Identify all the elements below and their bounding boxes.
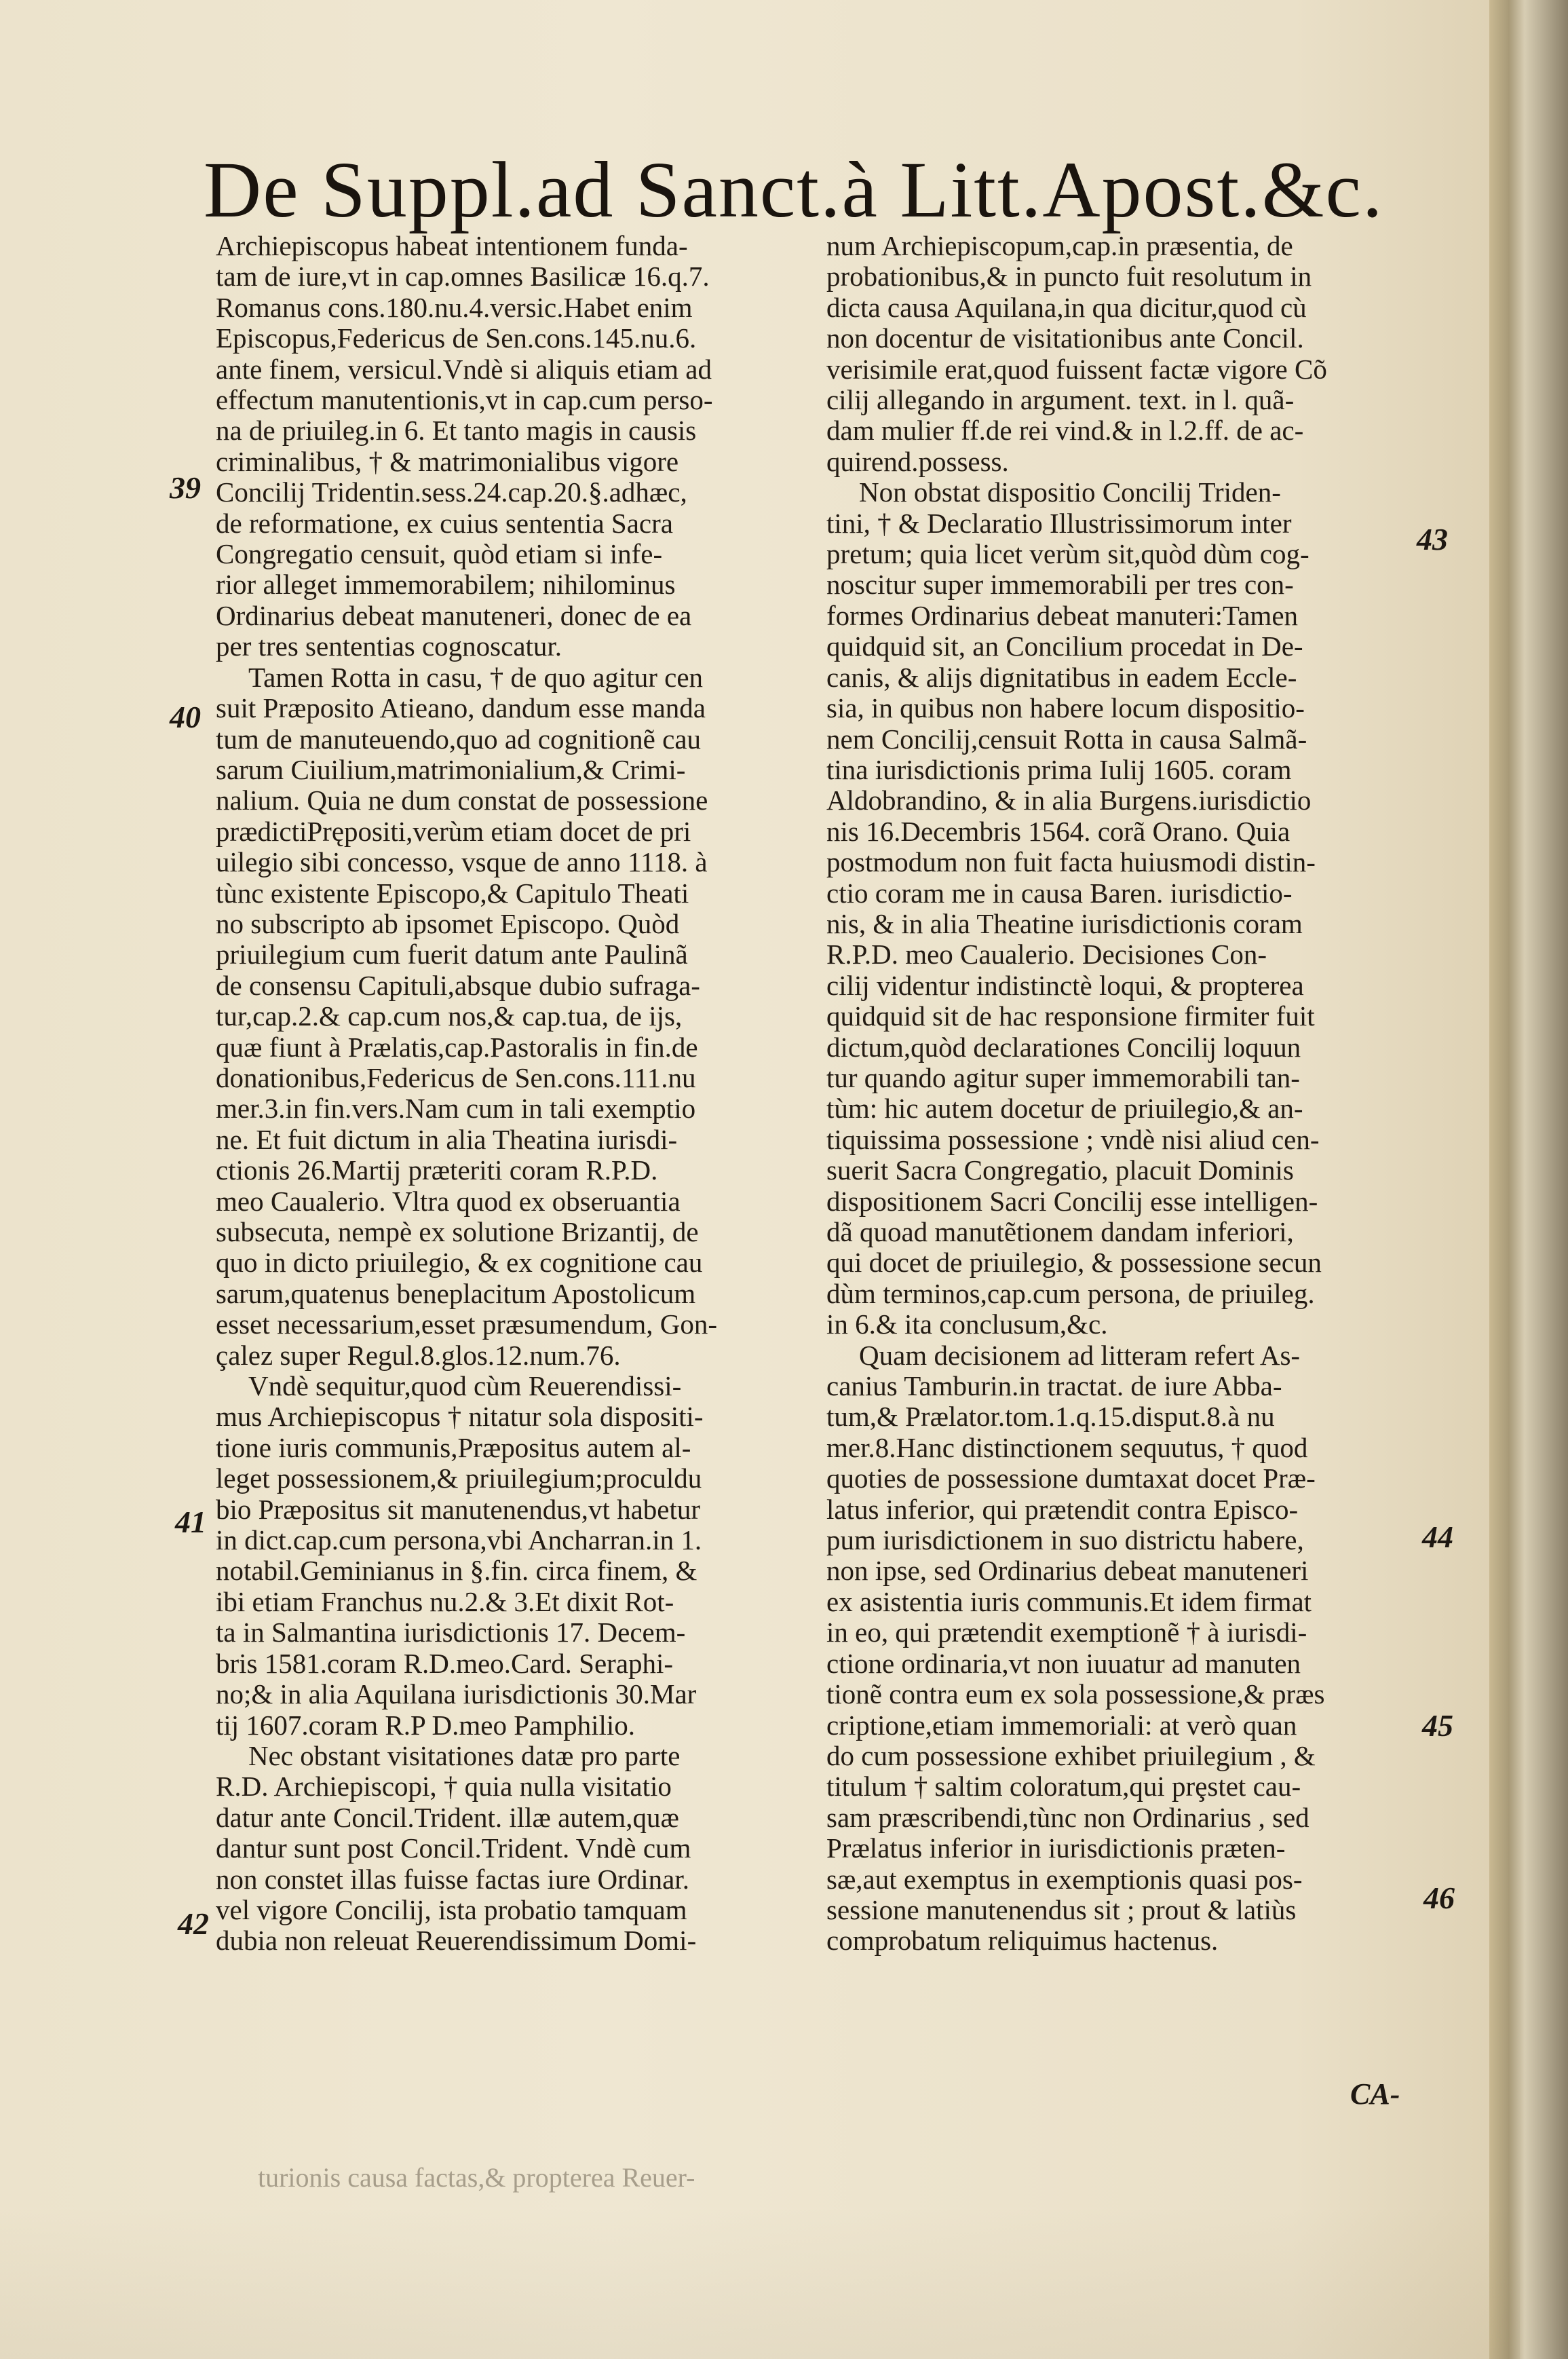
text-line: nem Concilij,censuit Rotta in causa Salmã- <box>826 723 1307 755</box>
text-line: tam de iure,vt in cap.omnes Basilicæ 16.q.7. <box>216 261 710 292</box>
text-line: tij 1607.coram R.P D.meo Pamphilio. <box>216 1709 636 1741</box>
text-line: mus Archiepiscopus † nitatur sola dispositi- <box>216 1401 704 1433</box>
text-line: quidquid sit de hac responsione firmiter fuit <box>826 1000 1315 1032</box>
text-line: R.P.D. meo Caualerio. Decisiones Con- <box>826 939 1267 970</box>
text-line: tionẽ contra eum ex sola possessione,& præs <box>826 1678 1325 1710</box>
text-line: Archiepiscopus habeat intentionem funda- <box>216 230 688 261</box>
text-line: dispositionem Sacri Concilij esse intelligen- <box>826 1185 1318 1217</box>
text-line: criminalibus, † & matrimonialibus vigore <box>216 445 679 477</box>
text-line: no;& in alia Aquilana iurisdictionis 30.Mar <box>216 1678 697 1710</box>
text-line: nis 16.Decembris 1564. corã Orano. Quia <box>826 815 1290 847</box>
text-line: prædictiPrępositi,verùm etiam docet de pri <box>216 815 691 847</box>
catchword: CA- <box>1350 2077 1400 2111</box>
text-line: non docentur de visitationibus ante Concil. <box>826 322 1304 354</box>
text-line: bio Præpositus sit manutenendus,vt habetur <box>216 1493 701 1525</box>
text-line: mer.8.Hanc distinctionem sequutus, † quod <box>826 1431 1308 1463</box>
text-line: rior alleget immemorabilem; nihilominus <box>216 569 676 601</box>
text-line: tùm: hic autem docetur de priuilegio,& an- <box>826 1093 1303 1125</box>
text-line: meo Caualerio. Vltra quod ex obseruantia <box>216 1185 681 1217</box>
show-through-text: turionis causa factas,& propterea Reuer- <box>258 2162 695 2193</box>
text-line: Non obstat dispositio Concilij Triden- <box>859 476 1281 508</box>
text-line: quæ fiunt à Prælatis,cap.Pastoralis in fin.de <box>216 1031 698 1063</box>
text-line: datur ante Concil.Trident. illæ autem,quæ <box>216 1801 679 1833</box>
text-line: dùm terminos,cap.cum persona, de priuileg. <box>826 1277 1315 1309</box>
text-line: çalez super Regul.8.glos.12.num.76. <box>216 1339 621 1371</box>
text-line: canius Tamburin.in tractat. de iure Abba- <box>826 1370 1282 1402</box>
text-line: bris 1581.coram R.D.meo.Card. Seraphi- <box>216 1647 674 1679</box>
text-line: nis, & in alia Theatine iurisdictionis coram <box>826 907 1303 939</box>
text-line: tione iuris communis,Præpositus autem al- <box>216 1431 691 1463</box>
text-line: sam præscribendi,tùnc non Ordinarius , sed <box>826 1801 1309 1833</box>
text-line: ibi etiam Franchus nu.2.& 3.Et dixit Rot- <box>216 1585 674 1617</box>
text-line: dantur sunt post Concil.Trident. Vndè cum <box>216 1832 691 1864</box>
text-line: formes Ordinarius debeat manuteri:Tamen <box>826 599 1299 631</box>
margin-number-42: 42 <box>178 1906 209 1941</box>
text-line: ex asistentia iuris communis.Et idem firmat <box>826 1585 1312 1617</box>
text-line: sarum,quatenus beneplacitum Apostolicum <box>216 1277 696 1309</box>
running-header: De Suppl.ad Sanct.à Litt.Apost.&c. <box>204 145 1384 234</box>
margin-number-46: 46 <box>1423 1881 1455 1915</box>
text-line: uilegio sibi concesso, vsque de anno 1118. à <box>216 846 708 878</box>
margin-number-39: 39 <box>170 470 201 505</box>
text-line: quoties de possessione dumtaxat docet Præ- <box>826 1462 1316 1494</box>
text-line: Concilij Tridentin.sess.24.cap.20.§.adhæc, <box>216 476 687 508</box>
text-line: ne. Et fuit dictum in alia Theatina iurisdi- <box>216 1123 678 1155</box>
text-line: ctio coram me in causa Baren. iurisdictio- <box>826 877 1293 909</box>
text-line: verisimile erat,quod fuissent factæ vigore Cõ <box>826 353 1327 385</box>
text-line: R.D. Archiepiscopi, † quia nulla visitatio <box>216 1771 672 1803</box>
text-line: non constet illas fuisse factas iure Ordinar. <box>216 1863 689 1895</box>
text-line: in eo, qui prætendit exemptionẽ † à iurisdi- <box>826 1617 1307 1648</box>
text-line: dubia non releuat Reuerendissimum Domi- <box>216 1925 697 1957</box>
text-line: nalium. Quia ne dum constat de possessione <box>216 785 708 816</box>
text-line: sia, in quibus non habere locum dispositio- <box>826 692 1305 724</box>
text-line: dã quoad manutẽtionem dandam inferiori, <box>826 1216 1294 1247</box>
text-line: ante finem, versicul.Vndè si aliquis etiam ad <box>216 353 712 385</box>
text-line: priuilegium cum fuerit datum ante Paulinã <box>216 939 688 970</box>
right-column <box>826 231 1437 1957</box>
text-line: sessione manutenendus sit ; prout & latiùs <box>826 1893 1297 1925</box>
text-line: noscitur super immemorabili per tres con- <box>826 569 1294 601</box>
page-edge <box>1489 0 1568 2359</box>
text-line: quo in dicto priuilegio, & ex cognitione cau <box>216 1247 703 1279</box>
text-line: dam mulier ff.de rei vind.& in l.2.ff. de ac- <box>826 415 1304 447</box>
text-line: ctionis 26.Martij præteriti coram R.P.D. <box>216 1154 658 1186</box>
text-line: esset necessarium,esset præsumendum, Gon- <box>216 1308 717 1340</box>
text-line: vel vigore Concilij, ista probatio tamquam <box>216 1893 687 1925</box>
text-line: Romanus cons.180.nu.4.versic.Habet enim <box>216 291 693 323</box>
text-line: de consensu Capituli,absque dubio sufraga- <box>216 969 700 1001</box>
text-line: tùnc existente Episcopo,& Capitulo Theati <box>216 877 689 909</box>
text-line: ta in Salmantina iurisdictionis 17. Decem- <box>216 1617 686 1648</box>
text-line: de reformatione, ex cuius sententia Sacra <box>216 507 673 539</box>
text-line: dictum,quòd declarationes Concilij loquun <box>826 1031 1301 1063</box>
page-shadow <box>0 2206 1520 2359</box>
text-line: leget possessionem,& priuilegium;proculdu <box>216 1462 702 1494</box>
margin-number-40: 40 <box>170 700 201 734</box>
text-line: in 6.& ita conclusum,&c. <box>826 1308 1108 1340</box>
text-line: Aldobrandino, & in alia Burgens.iurisdictio <box>826 785 1312 816</box>
text-line: quirend.possess. <box>826 445 1009 477</box>
text-line: notabil.Geminianus in §.fin. circa finem, & <box>216 1555 697 1587</box>
text-line: postmodum non fuit facta huiusmodi distin- <box>826 846 1316 878</box>
text-line: Tamen Rotta in casu, † de quo agitur cen <box>248 661 704 693</box>
text-line: subsecuta, nempè ex solutione Brizantij, de <box>216 1216 699 1247</box>
text-line: quidquid sit, an Concilium procedat in De- <box>826 630 1303 662</box>
text-line: pum iurisdictionem in suo districtu habere, <box>826 1524 1304 1556</box>
text-line: Ordinarius debeat manuteneri, donec de ea <box>216 599 692 631</box>
text-line: probationibus,& in puncto fuit resolutum in <box>826 261 1312 292</box>
text-line: criptione,etiam immemoriali: at verò quan <box>826 1709 1297 1741</box>
text-line: ctione ordinaria,vt non iuuatur ad manuten <box>826 1647 1301 1679</box>
margin-number-44: 44 <box>1422 1520 1453 1554</box>
text-line: na de priuileg.in 6. Et tanto magis in causis <box>216 415 697 447</box>
text-line: Quam decisionem ad litteram refert As- <box>859 1339 1301 1371</box>
text-line: suerit Sacra Congregatio, placuit Dominis <box>826 1154 1294 1186</box>
text-line: tum de manuteuendo,quo ad cognitionẽ cau <box>216 723 702 755</box>
text-line: tiquissima possessione ; vndè nisi aliud cen- <box>826 1123 1320 1155</box>
text-line: pretum; quia licet verùm sit,quòd dùm cog- <box>826 538 1309 570</box>
text-line: non ipse, sed Ordinarius debeat manuteneri <box>826 1555 1309 1587</box>
text-line: Congregatio censuit, quòd etiam si infe- <box>216 538 663 570</box>
text-line: dicta causa Aquilana,in qua dicitur,quod cù <box>826 291 1307 323</box>
text-line: tur quando agitur super immemorabili tan- <box>826 1061 1300 1093</box>
text-line: tina iurisdictionis prima Iulij 1605. coram <box>826 753 1292 785</box>
text-line: tum,& Prælator.tom.1.q.15.disput.8.à nu <box>826 1401 1275 1433</box>
text-line: no subscripto ab ipsomet Episcopo. Quòd <box>216 907 680 939</box>
text-line: tur,cap.2.& cap.cum nos,& cap.tua, de ijs, <box>216 1000 683 1032</box>
text-line: sæ,aut exemptus in exemptionis quasi pos- <box>826 1863 1303 1895</box>
text-line: latus inferior, qui prætendit contra Episco- <box>826 1493 1299 1525</box>
text-line: in dict.cap.cum persona,vbi Ancharran.in 1. <box>216 1524 702 1556</box>
text-line: num Archiepiscopum,cap.in præsentia, de <box>826 230 1293 261</box>
left-column <box>216 231 813 1957</box>
text-line: donationibus,Federicus de Sen.cons.111.nu <box>216 1061 696 1093</box>
text-line: qui docet de priuilegio, & possessione secun <box>826 1247 1322 1279</box>
text-line: do cum possessione exhibet priuilegium , & <box>826 1739 1316 1771</box>
text-line: titulum † saltim coloratum,qui prȩstet cau- <box>826 1771 1301 1803</box>
text-line: sarum Ciuilium,matrimonialium,& Crimi- <box>216 753 686 785</box>
text-line: comprobatum reliquimus hactenus. <box>826 1925 1219 1957</box>
text-line: per tres sententias cognoscatur. <box>216 630 562 662</box>
margin-number-43: 43 <box>1417 522 1448 556</box>
margin-number-41: 41 <box>175 1505 206 1539</box>
text-line: Vndè sequitur,quod cùm Reuerendissi- <box>248 1370 682 1402</box>
text-line: Episcopus,Federicus de Sen.cons.145.nu.6. <box>216 322 697 354</box>
text-line: cilij allegando in argument. text. in l. quã- <box>826 384 1295 416</box>
text-line: mer.3.in fin.vers.Nam cum in tali exemptio <box>216 1093 696 1125</box>
text-line: cilij videntur indistinctè loqui, & propterea <box>826 969 1304 1001</box>
text-line: tini, † & Declaratio Illustrissimorum inter <box>826 507 1292 539</box>
text-line: Prælatus inferior in iurisdictionis præten- <box>826 1832 1286 1864</box>
margin-number-45: 45 <box>1422 1708 1453 1743</box>
text-line: suit Præposito Atieano, dandum esse manda <box>216 692 706 724</box>
text-line: Nec obstant visitationes datæ pro parte <box>248 1739 681 1771</box>
text-line: canis, & alijs dignitatibus in eadem Eccle- <box>826 661 1297 693</box>
text-line: effectum manutentionis,vt in cap.cum perso- <box>216 384 713 416</box>
